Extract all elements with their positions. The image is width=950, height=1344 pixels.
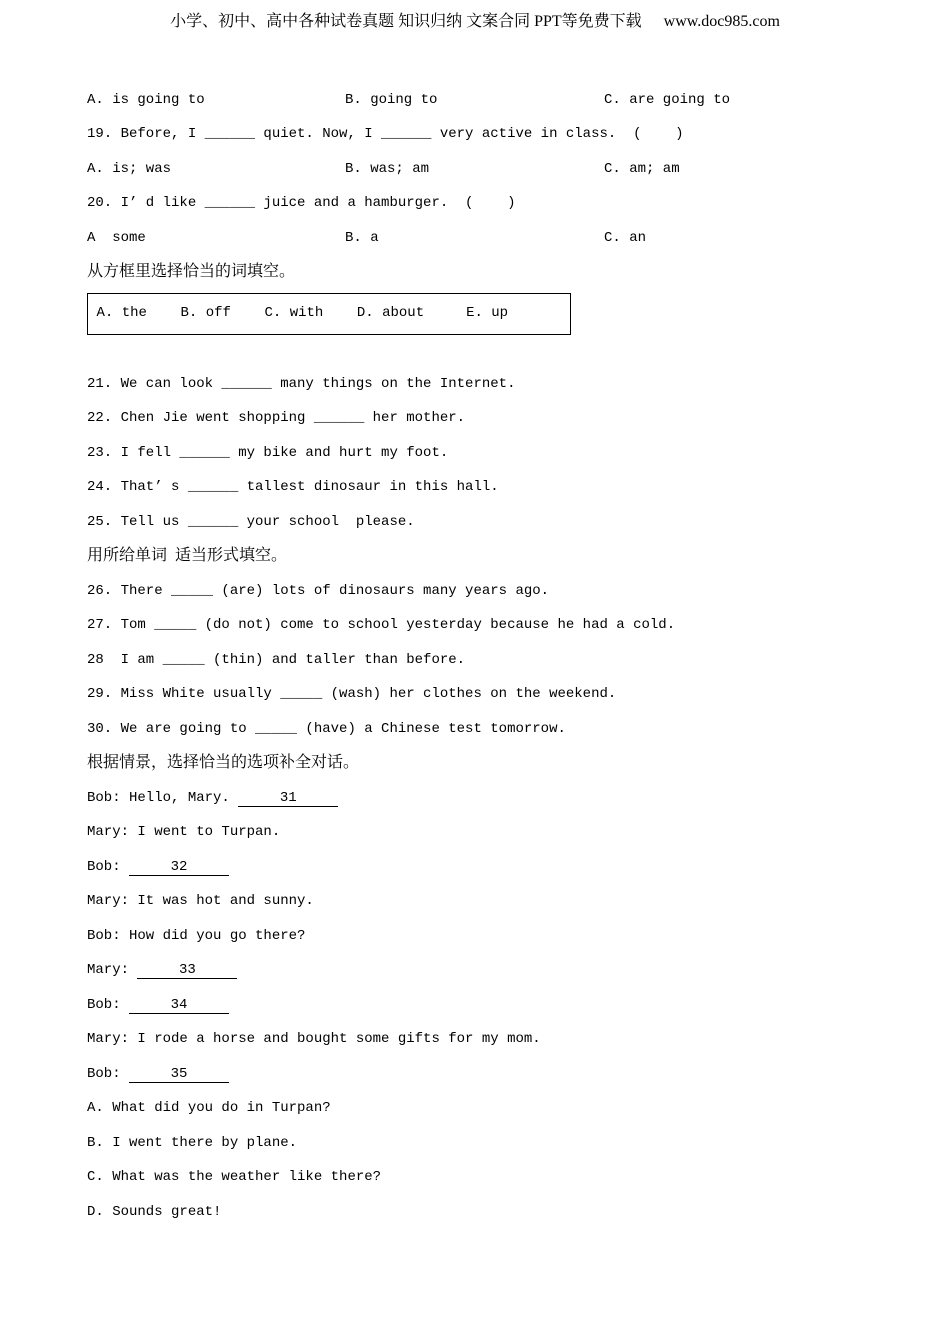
question-21: 21. We can look ______ many things on the Internet.	[87, 375, 516, 392]
answer-blank-32: 32	[129, 859, 229, 876]
dialogue-option-d: D. Sounds great!	[87, 1203, 222, 1220]
word-choice-b: B. off	[180, 304, 231, 321]
dialogue-line-9	[87, 1057, 867, 1092]
question-29: 29. Miss White usually _____ (wash) her clothes on the weekend.	[87, 686, 617, 703]
dialogue-line-5: Bob: How did you go there?	[87, 927, 306, 944]
dialogue-line-text: Bob:	[87, 996, 130, 1013]
q19-options	[87, 152, 867, 187]
section-instruction-word-form: 用所给单词 适当形式填空。	[87, 547, 288, 565]
word-choice-d: D. about	[356, 304, 425, 321]
page-header	[0, 12, 950, 32]
section-instruction-word-box: 从方框里选择恰当的词填空。	[87, 263, 296, 281]
dialogue-line-1	[87, 781, 867, 816]
question-28: 28 I am _____ (thin) and taller than before.	[87, 651, 466, 668]
dialogue-option-c: C. What was the weather like there?	[87, 1169, 382, 1186]
question-27: 27. Tom _____ (do not) come to school yesterday because he had a cold.	[87, 617, 676, 634]
dialogue-option-b: B. I went there by plane.	[87, 1134, 298, 1151]
q19-option-a: A. is; was	[87, 160, 172, 177]
question-22: 22. Chen Jie went shopping ______ her mother.	[87, 410, 466, 427]
q19-option-b: B. was; am	[345, 160, 430, 177]
answer-blank-35: 35	[129, 1066, 229, 1083]
dialogue-line-3	[87, 850, 867, 885]
dialogue-line-text: Bob:	[87, 1065, 130, 1082]
dialogue-line-text: Mary:	[87, 962, 138, 979]
dialogue-line-text: Bob:	[87, 858, 130, 875]
q18-option-a: A. is going to	[87, 91, 205, 108]
question-19-stem: 19. Before, I ______ quiet. Now, I ______ very active in class. ( )	[87, 126, 684, 143]
question-24: 24. That’ s ______ tallest dinosaur in this hall.	[87, 479, 499, 496]
q18-option-c: C. are going to	[604, 91, 731, 108]
dialogue-line-7	[87, 988, 867, 1023]
question-23: 23. I fell ______ my bike and hurt my foot.	[87, 444, 449, 461]
dialogue-option-a: A. What did you do in Turpan?	[87, 1100, 331, 1117]
dialogue-line-text: Bob: Hello, Mary.	[87, 789, 239, 806]
exam-content	[87, 83, 867, 1230]
answer-blank-34: 34	[129, 997, 229, 1014]
answer-blank-33: 33	[137, 962, 237, 979]
question-20-stem: 20. I’ d like ______ juice and a hamburger. ( )	[87, 195, 516, 212]
answer-blank-31: 31	[238, 790, 338, 807]
dialogue-line-8: Mary: I rode a horse and bought some gifts for my mom.	[87, 1031, 541, 1048]
question-30: 30. We are going to _____ (have) a Chinese test tomorrow.	[87, 720, 566, 737]
q18-options	[87, 83, 867, 118]
dialogue-line-4: Mary: It was hot and sunny.	[87, 893, 314, 910]
q20-option-c: C. an	[604, 229, 647, 246]
q18-option-b: B. going to	[345, 91, 438, 108]
q20-option-a: A some	[87, 229, 146, 246]
q19-option-c: C. am; am	[604, 160, 680, 177]
q20-options	[87, 221, 867, 256]
q20-option-b: B. a	[345, 229, 379, 246]
word-choice-box	[87, 293, 571, 335]
header-site-url: www.doc985.com	[663, 13, 780, 30]
question-26: 26. There _____ (are) lots of dinosaurs many years ago.	[87, 582, 550, 599]
word-choice-e: E. up	[466, 304, 509, 321]
word-choice-c: C. with	[264, 304, 324, 321]
header-title: 小学、初中、高中各种试卷真题 知识归纳 文案合同 PPT等免费下载	[170, 13, 642, 30]
question-25: 25. Tell us ______ your school please.	[87, 513, 415, 530]
dialogue-line-2: Mary: I went to Turpan.	[87, 824, 281, 841]
word-choice-a: A. the	[96, 304, 147, 321]
dialogue-line-6	[87, 953, 867, 988]
section-instruction-dialogue: 根据情景，选择恰当的选项补全对话。	[87, 754, 360, 772]
